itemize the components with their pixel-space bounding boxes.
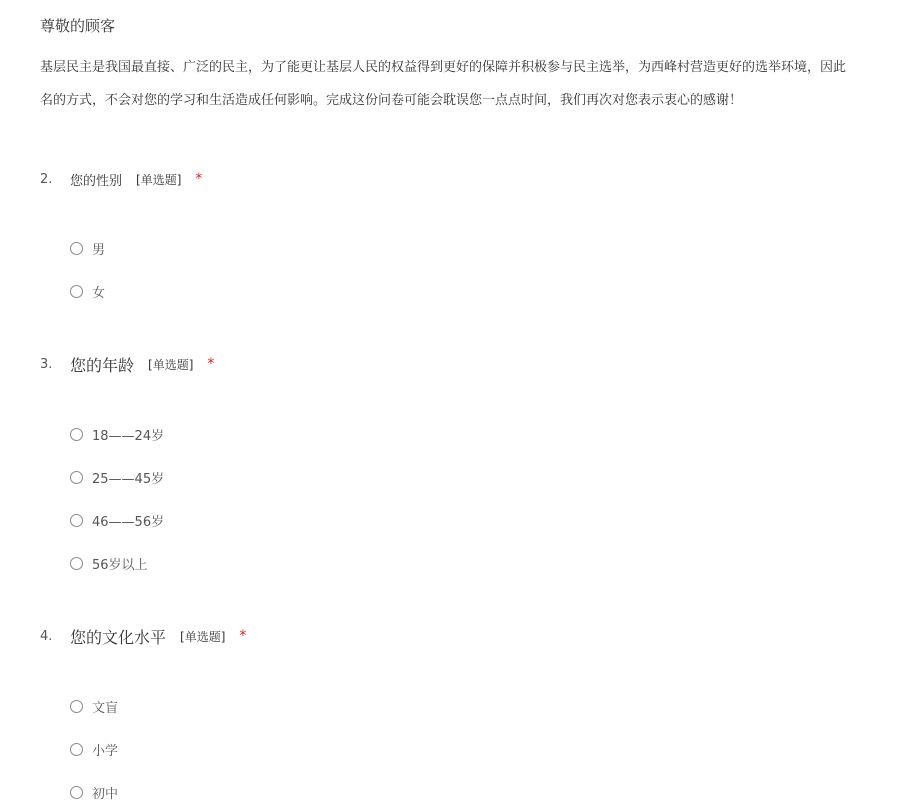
intro-text-line-2: 名的方式，不会对您的学习和生活造成任何影响。完成这份问卷可能会耽误您一点点时间，我们再次对您表示衷心的感谢！: [40, 93, 743, 108]
radio-button[interactable]: [70, 743, 83, 756]
required-marker: *: [239, 628, 247, 644]
question-number: 4.: [40, 628, 53, 644]
radio-button[interactable]: [70, 285, 83, 298]
question-text: 您的性别: [70, 173, 123, 189]
question-type-label: [单选题]: [136, 172, 182, 187]
option-gender-male[interactable]: [70, 238, 105, 258]
question-number: 2.: [40, 171, 53, 187]
required-marker: *: [195, 171, 203, 187]
question-2-title: [40, 168, 202, 190]
radio-button[interactable]: [70, 242, 83, 255]
option-label: 25——45岁: [92, 471, 165, 487]
option-label: 56岁以上: [92, 557, 148, 573]
question-text: 您的年龄: [70, 355, 135, 375]
option-label: 初中: [92, 786, 119, 800]
option-label: 18——24岁: [92, 428, 165, 444]
intro-text-line-1: 基层民主是我国最直接、广泛的民主，为了能更让基层人民的权益得到更好的保障并积极参与民主选举，为西峰村营造更好的选举环境，因此: [40, 60, 847, 75]
radio-button[interactable]: [70, 786, 83, 799]
option-gender-female[interactable]: [70, 281, 105, 301]
option-label: 女: [92, 285, 106, 301]
option-label: 文盲: [92, 700, 119, 716]
option-age-46-56[interactable]: [70, 510, 164, 530]
question-4-title: [40, 625, 246, 647]
radio-button[interactable]: [70, 700, 83, 713]
option-age-25-45[interactable]: [70, 467, 164, 487]
question-text: 您的文化水平: [70, 627, 167, 647]
option-age-56-plus[interactable]: [70, 553, 148, 573]
option-label: 男: [92, 242, 106, 258]
option-education-illiterate[interactable]: [70, 696, 118, 716]
option-label: 46——56岁: [92, 514, 165, 530]
radio-button[interactable]: [70, 514, 83, 527]
question-number: 3.: [40, 356, 53, 372]
question-3-title: [40, 353, 214, 375]
option-education-junior-high[interactable]: [70, 782, 118, 800]
greeting-heading: 尊敬的顾客: [40, 17, 116, 35]
option-education-primary[interactable]: [70, 739, 118, 759]
question-type-label: [单选题]: [180, 629, 226, 644]
radio-button[interactable]: [70, 471, 83, 484]
radio-button[interactable]: [70, 428, 83, 441]
option-label: 小学: [92, 743, 119, 759]
question-type-label: [单选题]: [148, 357, 194, 372]
required-marker: *: [207, 356, 215, 372]
option-age-18-24[interactable]: [70, 424, 164, 444]
radio-button[interactable]: [70, 557, 83, 570]
